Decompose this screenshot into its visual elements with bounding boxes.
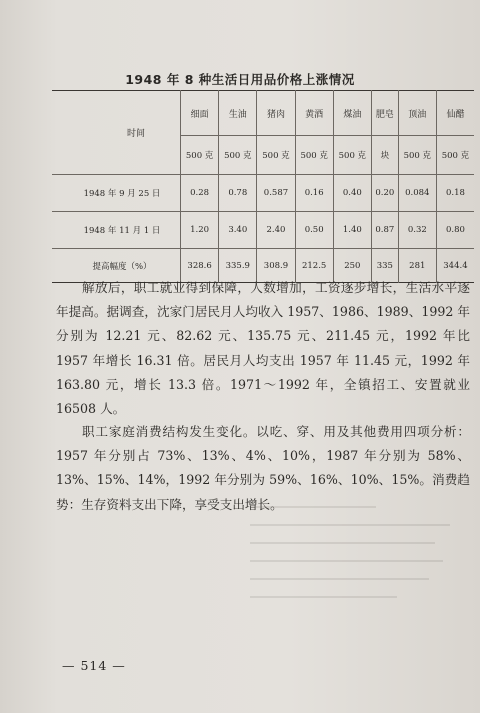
table-cell: 1.40	[333, 212, 371, 249]
item-header: 煤油	[333, 91, 371, 136]
paragraph-text: 解放后，职工就业得到保障，人数增加，工资逐步增长，生活水平逐年提高。据调查，沈家门居民月人均收入 1957、1986、1989、1992 年分别为 12.21 元、82.62 元、135.75 元、211.45 元，1992 年比 1957 年增长 16.31 倍。居民月人均支出 1957 年 11.45 元，1992 年 163.80 元，增长 13.3 倍。1971～1992 年，全镇招工、安置就业 16508 人。	[56, 280, 470, 417]
table-cell: 0.084	[398, 175, 436, 212]
table-row	[52, 175, 474, 212]
table-header-row	[52, 91, 474, 136]
row-label: 1948 年 9 月 25 日	[52, 175, 181, 212]
unit-header: 500 克	[181, 136, 219, 175]
table-cell: 0.40	[333, 175, 371, 212]
item-header: 肥皂	[371, 91, 398, 136]
price-table	[52, 90, 474, 283]
table-cell: 344.4	[436, 249, 474, 283]
item-header: 仙醋	[436, 91, 474, 136]
item-header: 黄酒	[295, 91, 333, 136]
unit-header: 500 克	[219, 136, 257, 175]
table-cell: 0.32	[398, 212, 436, 249]
body-paragraph-income	[56, 276, 470, 421]
table-cell: 0.587	[257, 175, 295, 212]
unit-header: 500 克	[398, 136, 436, 175]
page-number: — 514 —	[62, 658, 126, 673]
item-header: 生油	[219, 91, 257, 136]
table-cell: 281	[398, 249, 436, 283]
table-cell: 0.18	[436, 175, 474, 212]
unit-header: 500 克	[333, 136, 371, 175]
table-cell: 1.20	[181, 212, 219, 249]
item-header: 猪肉	[257, 91, 295, 136]
row-label: 1948 年 11 月 1 日	[52, 212, 181, 249]
body-paragraph-consumption	[56, 420, 470, 517]
table-cell: 0.87	[371, 212, 398, 249]
table-row	[52, 212, 474, 249]
table-cell: 308.9	[257, 249, 295, 283]
item-header: 细面	[181, 91, 219, 136]
unit-header: 块	[371, 136, 398, 175]
table-cell: 0.28	[181, 175, 219, 212]
table-title: 1948 年 8 种生活日用品价格上涨情况	[125, 72, 355, 87]
unit-header: 500 克	[436, 136, 474, 175]
table-cell: 335	[371, 249, 398, 283]
paragraph-text: 职工家庭消费结构发生变化。以吃、穿、用及其他费用四项分析：1957 年分别占 73%、13%、4%、10%，1987 年分别为 58%、13%、15%、14%，1992 年分别为 59%、16%、10%、15%。消费趋势：生存资料支出下降，享受支出增长。	[56, 424, 470, 512]
table-cell: 0.20	[371, 175, 398, 212]
table-cell: 0.78	[219, 175, 257, 212]
table-cell: 3.40	[219, 212, 257, 249]
table-cell: 2.40	[257, 212, 295, 249]
time-column-header: 时间	[52, 91, 181, 175]
table-cell: 250	[333, 249, 371, 283]
table-cell: 0.80	[436, 212, 474, 249]
unit-header: 500 克	[295, 136, 333, 175]
bleed-through-texture	[250, 506, 460, 636]
unit-header: 500 克	[257, 136, 295, 175]
item-header: 顶油	[398, 91, 436, 136]
table-cell: 212.5	[295, 249, 333, 283]
row-label: 提高幅度（%）	[52, 249, 181, 283]
table-cell: 0.50	[295, 212, 333, 249]
table-cell: 335.9	[219, 249, 257, 283]
table-cell: 0.16	[295, 175, 333, 212]
table-cell: 328.6	[181, 249, 219, 283]
